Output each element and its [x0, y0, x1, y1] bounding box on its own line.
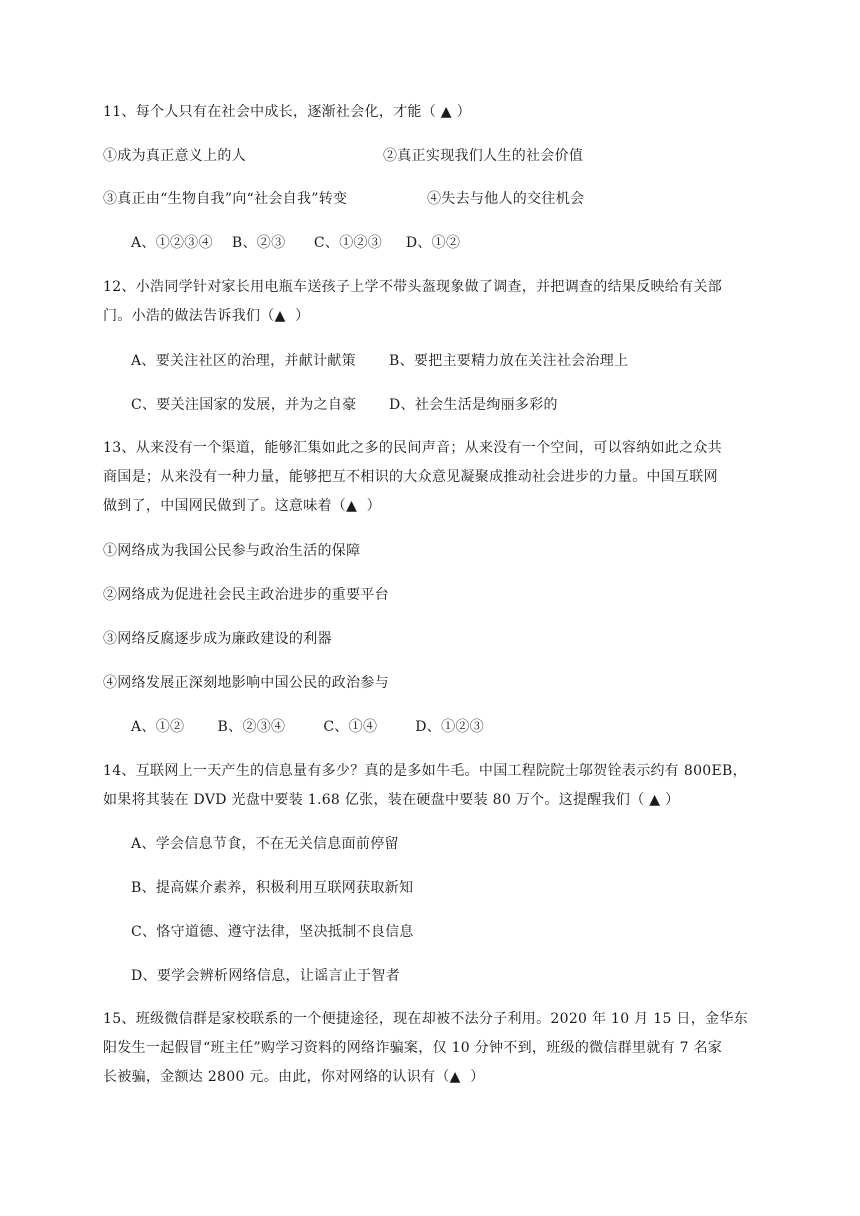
q12-stem-line-2: 门。小浩的做法告诉我们（▲ ）	[103, 308, 310, 324]
q11-item-2: ②真正实现我们人生的社会价值	[383, 148, 584, 164]
q11-item-1: ①成为真正意义上的人	[103, 148, 246, 164]
q14-option-d: D、要学会辨析网络信息，让谣言止于智者	[131, 968, 400, 984]
q15-stem-line-1: 15、班级微信群是家校联系的一个便捷途径，现在却被不法分子利用。2020 年 10 月 15 日，金华东	[103, 1011, 748, 1027]
q13-item-1: ①网络成为我国公民参与政治生活的保障	[103, 543, 361, 559]
q12-option-a: A、要关注社区的治理，并献计献策	[131, 353, 356, 369]
q11-item-3: ③真正由“生物自我”向“社会自我”转变	[103, 191, 348, 207]
q13-choices: A、①② B、②③④ C、①④ D、①②③	[131, 719, 484, 735]
q15-stem-line-3: 长被骗，金额达 2800 元。由此，你对网络的认识有（▲ ）	[103, 1069, 485, 1085]
q13-stem-line-3: 做到了，中国网民做到了。这意味着（▲ ）	[103, 498, 381, 514]
q13-stem-line-2: 商国是；从来没有一种力量，能够把互不相识的大众意见凝聚成推动社会进步的力量。中国互联网	[103, 469, 718, 485]
q14-option-b: B、提高媒介素养，积极利用互联网获取新知	[131, 880, 414, 896]
q14-option-a: A、学会信息节食，不在无关信息面前停留	[131, 836, 399, 852]
q14-option-c: C、恪守道德、遵守法律，坚决抵制不良信息	[131, 924, 414, 940]
q13-stem-line-1: 13、从来没有一个渠道，能够汇集如此之多的民间声音；从来没有一个空间，可以容纳如此之众共	[103, 440, 723, 456]
q11-item-4: ④失去与他人的交往机会	[427, 191, 585, 207]
q12-stem-line-1: 12、小浩同学针对家长用电瓶车送孩子上学不带头盔现象做了调查，并把调查的结果反映给有关部	[103, 279, 723, 295]
q12-option-b: B、要把主要精力放在关注社会治理上	[389, 353, 629, 369]
q11-choices: A、①②③④ B、②③ C、①②③ D、①②	[131, 235, 461, 251]
q13-item-2: ②网络成为促进社会民主政治进步的重要平台	[103, 587, 389, 603]
q14-stem-line-2: 如果将其装在 DVD 光盘中要装 1.68 亿张，装在硬盘中要装 80 万个。这提醒我们（ ▲ ）	[103, 792, 680, 808]
q14-stem-line-1: 14、互联网上一天产生的信息量有多少？真的是多如牛毛。中国工程院院士邬贺铨表示约有 800EB，	[103, 763, 747, 779]
q13-item-3: ③网络反腐逐步成为廉政建设的利器	[103, 631, 332, 647]
q15-stem-line-2: 阳发生一起假冒“班主任”购学习资料的网络诈骗案，仅 10 分钟不到，班级的微信群里就有 7 名家	[103, 1040, 723, 1056]
q12-option-c: C、要关注国家的发展，并为之自豪	[131, 397, 357, 413]
q12-option-d: D、社会生活是绚丽多彩的	[389, 397, 558, 413]
q13-item-4: ④网络发展正深刻地影响中国公民的政治参与	[103, 675, 389, 691]
q11-stem: 11、每个人只有在社会中成长，逐渐社会化，才能（ ▲ ）	[103, 104, 471, 120]
